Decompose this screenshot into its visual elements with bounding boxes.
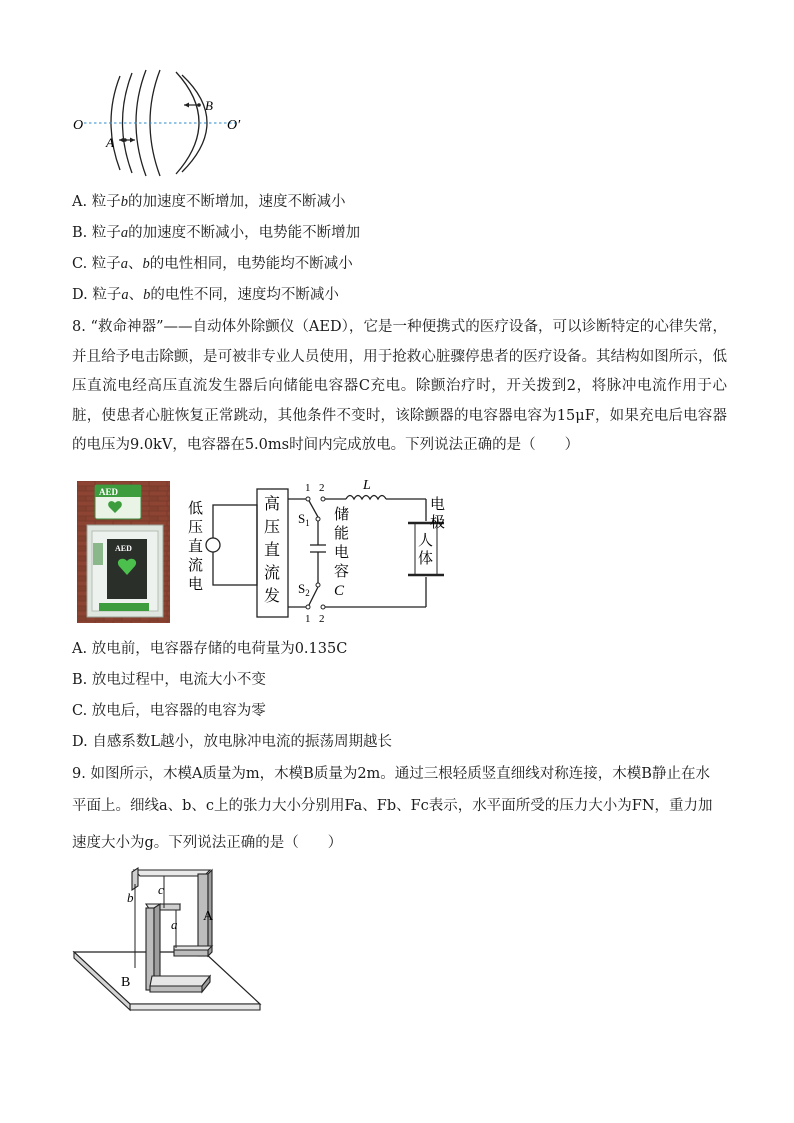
electrode-label: 电 极 — [430, 497, 446, 531]
ac-source-icon — [206, 538, 220, 552]
inductor-label: L — [363, 478, 371, 493]
arrow-a-right-icon — [130, 138, 135, 143]
source-label: 低压直流电 — [188, 501, 204, 593]
q9-stem-line-1: 9. 如图所示，木模A质量为m，木模B质量为2m。通过三根轻质竖直细线对称连接，木模B静止在水 — [72, 766, 710, 782]
q7-option-d: D. 粒子a、b的电性不同，速度均不断减小 — [72, 287, 339, 303]
q7-option-b: B. 粒子a的加速度不断减小，电势能不断增加 — [72, 225, 361, 241]
s1-pos-1: 1 — [305, 482, 311, 494]
s2-pos-1: 1 — [305, 613, 311, 625]
q7-option-c: C. 粒子a、b的电性相同，电势能均不断减小 — [72, 256, 353, 272]
q8-option-b: B. 放电过程中，电流大小不变 — [72, 672, 266, 688]
q8-option-c: C. 放电后，电容器的电容为零 — [72, 703, 266, 719]
label-string-b: b — [127, 890, 134, 905]
q8-option-d: D. 自感系数L越小，放电脉冲电流的振荡周期越长 — [72, 734, 392, 750]
body-label: 人体 — [418, 533, 434, 567]
inductor-coil — [346, 496, 386, 500]
label-a: A — [106, 135, 114, 150]
field-lines-figure — [72, 60, 272, 180]
label-model-a: A — [203, 909, 214, 924]
label-b: B — [205, 98, 213, 113]
label-model-b: B — [121, 975, 131, 990]
label-o: O — [73, 118, 84, 133]
generator-label: 高压直流发 — [264, 496, 281, 605]
switch-s1-blade — [308, 499, 318, 517]
switch-s1-label: $S_1$ — [298, 511, 310, 528]
s2-pos-2: 2 — [319, 613, 325, 625]
arrow-b-left-icon — [184, 103, 189, 108]
aed-sign-text: AED — [99, 487, 119, 497]
q9-stem-line-3: 速度大小为g。下列说法正确的是（ ） — [72, 835, 343, 851]
q7-option-a: A. 粒子b的加速度不断增加，速度不断减小 — [72, 194, 346, 210]
s1-pos-2: 2 — [319, 482, 325, 494]
q8-option-a: A. 放电前，电容器存储的电荷量为0.135C — [72, 641, 348, 657]
aed-circuit-diagram — [186, 477, 456, 627]
q8-stem: 8. “救命神器”——自动体外除颤仪（AED），它是一种便携式的医疗设备，可以诊断特定的心律失常，并且给予电击除颤，是可被非专业人员使用，用于抢救心脏骤停患者的医疗设备。其结构如图所示，低压直流电经高压直流发生器后向储能电容器C充电。除颤治疗时，开关拨到2，将脉冲电流作用于心脏，使患者心脏恢复正常跳动，其他条件不变时，该除颤器的电容器电容为15μF，如果充电后电容器的电压为9.0kV，电容器在5.0ms时间内完成放电。下列说法正确的是（ ） — [72, 319, 727, 453]
q9-stem-line-2: 平面上。细线a、b、c上的张力大小分别用Fa、Fb、Fc表示，水平面所受的压力大小为FN，重力加 — [72, 798, 713, 814]
label-string-a: a — [171, 917, 178, 932]
label-o-prime: O′ — [227, 118, 241, 133]
switch-s2-label: $S_2$ — [298, 581, 310, 598]
wooden-models-figure — [72, 864, 272, 1032]
aed-box-text: AED — [115, 544, 132, 553]
aed-photo — [77, 481, 170, 623]
label-string-c: c — [158, 882, 164, 897]
capacitor-label: 储能电容 C — [334, 507, 350, 599]
